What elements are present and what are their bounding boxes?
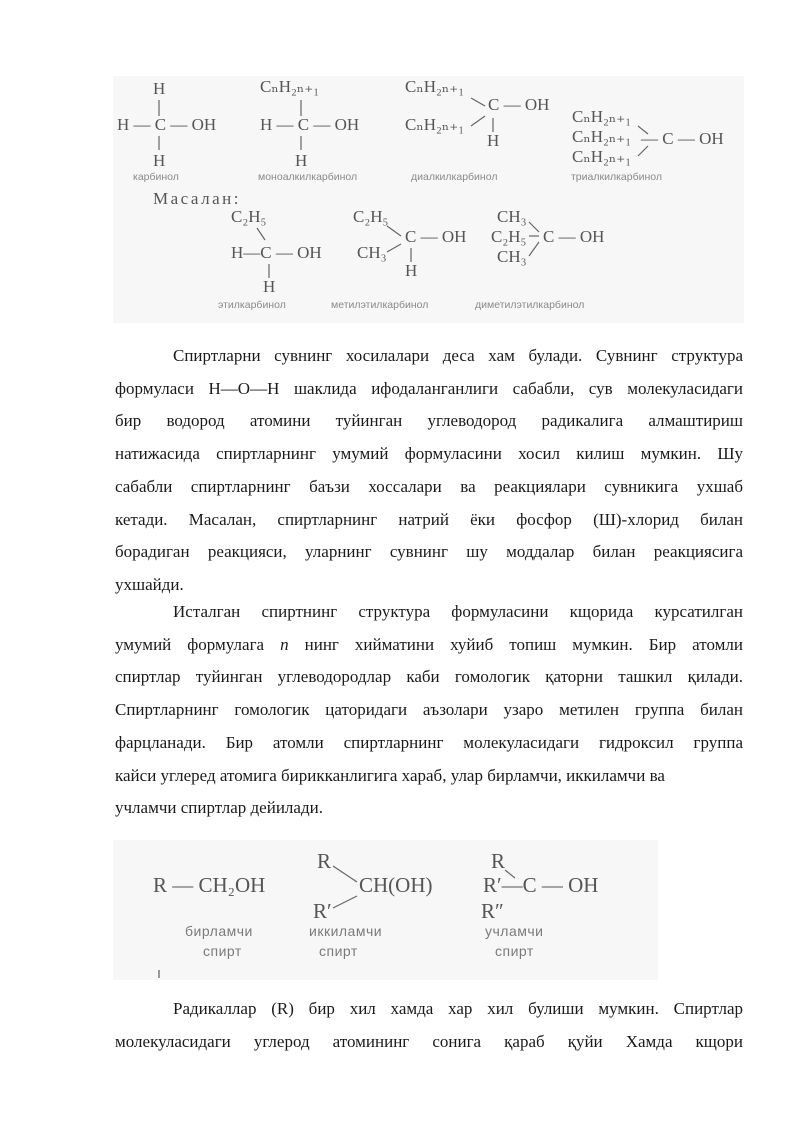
text-line: Спиртларнинг гомологик цаторидаги аъзолари узаро метилен группа билан: [115, 700, 743, 720]
text-line: кайси углеред атомига бирикканлигига хараб, улар бирламчи, иккиламчи ва: [115, 765, 665, 785]
monoalkyl-formula: H — C — OH: [260, 115, 360, 134]
monoalkyl-radical: CₙH₂ₙ₊₁: [260, 77, 320, 96]
text-line: молекуласидаги углерод атомининг сонига қараб қуйи Хамда кщори: [115, 1031, 743, 1051]
text-fragment: умумий формулага: [115, 634, 281, 654]
dialkyl-radical-2: CₙH₂ₙ₊₁: [405, 115, 465, 134]
dialkyl-radical-1: CₙH₂ₙ₊₁: [405, 77, 465, 96]
paragraph-radicals: [115, 993, 743, 1058]
methylethyl-caption: метилэтилкарбинол: [331, 299, 429, 311]
trialkyl-radical-2: CₙH₂ₙ₊₁: [572, 127, 632, 146]
primary-formula: R — CH₂OH: [153, 873, 266, 897]
tertiary-caption-1: учламчи: [485, 923, 544, 939]
paragraph-water-derivatives: [115, 340, 743, 602]
ethyl-h-bottom: H: [263, 277, 276, 296]
methylethyl-radical-1: C₂H₅: [353, 207, 389, 226]
carbinol-caption: карбинол: [133, 171, 179, 183]
text-line: фарцланади. Бир атомли спиртларнинг молекуласидаги гидроксил группа: [115, 732, 743, 752]
text-line: [115, 629, 743, 662]
methylethyl-h-bottom: H: [405, 261, 418, 280]
scan-mark: [158, 970, 160, 978]
secondary-caption-2: спирт: [319, 943, 358, 959]
dimethylethyl-radical-2: C₂H₅: [491, 227, 527, 246]
primary-caption-2: спирт: [203, 943, 242, 959]
primary-caption-1: бирламчи: [185, 923, 253, 939]
secondary-group: CH(OH): [359, 873, 433, 897]
paragraph-homologous-series: [115, 596, 743, 825]
carbinol-h-bottom: H: [153, 151, 166, 170]
text-line: сабабли спиртларнинг баъзи хоссалари ва реакциялари сувникига ухшаб: [115, 476, 743, 496]
tertiary-formula: R′—C — OH: [483, 873, 599, 897]
dialkyl-caption: диалкилкарбинол: [411, 171, 498, 183]
alcohol-types-figure: [113, 840, 658, 980]
trialkyl-radical-3: CₙH₂ₙ₊₁: [572, 147, 632, 166]
dimethylethyl-c-oh: C — OH: [543, 227, 605, 246]
alcohol-classes-diagram: [113, 76, 744, 323]
text-line: ухшайди.: [115, 574, 184, 594]
dimethylethyl-caption: диметилэтилкарбинол: [475, 299, 585, 311]
dialkyl-h-bottom: H: [487, 131, 500, 150]
text-line: спиртлар туйинган углеводородлар каби гомологик қаторни ташкил қилади.: [115, 667, 743, 687]
text-line: бир водород атомини туйинган углеводород радикалига алмаштириш: [115, 411, 743, 431]
variable-n: n: [280, 634, 289, 654]
text-line: Радикаллар (R) бир хил хамда хар хил булиши мумкин. Спиртлар: [173, 999, 743, 1018]
trialkyl-c-oh: — C — OH: [641, 129, 724, 148]
monoalkyl-caption: моноалкилкарбинол: [258, 171, 358, 183]
methylethyl-c-oh: C — OH: [405, 227, 467, 246]
tertiary-r-top: R: [491, 849, 506, 873]
text-line: кетади. Масалан, спиртларнинг натрий ёки фосфор (Ш)-хлорид билан: [115, 509, 743, 529]
alcohol-types-diagram: [113, 840, 658, 980]
text-line: натижасида спиртларнинг умумий формуласини хосил килиш мумкин. Шу: [115, 444, 743, 464]
secondary-caption-1: иккиламчи: [309, 923, 383, 939]
methylethyl-radical-2: CH₃: [357, 243, 387, 262]
dimethylethyl-radical-1: CH₃: [497, 207, 527, 226]
carbinol-h-top: H: [153, 79, 166, 98]
text-line: Спиртларни сувнинг хосилалари деса хам булади. Сувнинг структура: [173, 346, 743, 365]
trialkyl-caption: триалкилкарбинол: [571, 171, 662, 183]
carbinol-formula: H — C — OH: [117, 115, 217, 134]
ethyl-radical: C₂H₅: [231, 207, 267, 226]
alcohol-classes-figure: [113, 76, 744, 323]
ethyl-formula: H—C — OH: [231, 243, 322, 262]
monoalkyl-h-bottom: H: [295, 151, 308, 170]
tertiary-r-bottom: R″: [481, 899, 504, 923]
dimethylethyl-radical-3: CH₃: [497, 247, 527, 266]
text-line: борадиган реакцияси, уларнинг сувнинг шу моддалар билан реакциясига: [115, 542, 743, 562]
tertiary-caption-2: спирт: [495, 943, 534, 959]
text-line: формуласи Н—О—Н шаклида ифодаланганлиги сабабли, сув молекуласидаги: [115, 378, 743, 398]
dialkyl-c-oh: C — OH: [488, 95, 550, 114]
secondary-r-bottom: R′: [313, 899, 332, 923]
text-fragment: нинг хийматини хуйиб топиш мумкин. Бир атомли: [288, 634, 743, 654]
secondary-r-top: R: [317, 849, 332, 873]
example-label: Масалан:: [153, 189, 241, 208]
ethyl-caption: этилкарбинол: [218, 299, 286, 311]
trialkyl-radical-1: CₙH₂ₙ₊₁: [572, 107, 632, 126]
text-line: Исталган спиртнинг структура формуласини кщорида курсатилган: [173, 602, 743, 621]
text-line: учламчи спиртлар дейилади.: [115, 798, 323, 818]
